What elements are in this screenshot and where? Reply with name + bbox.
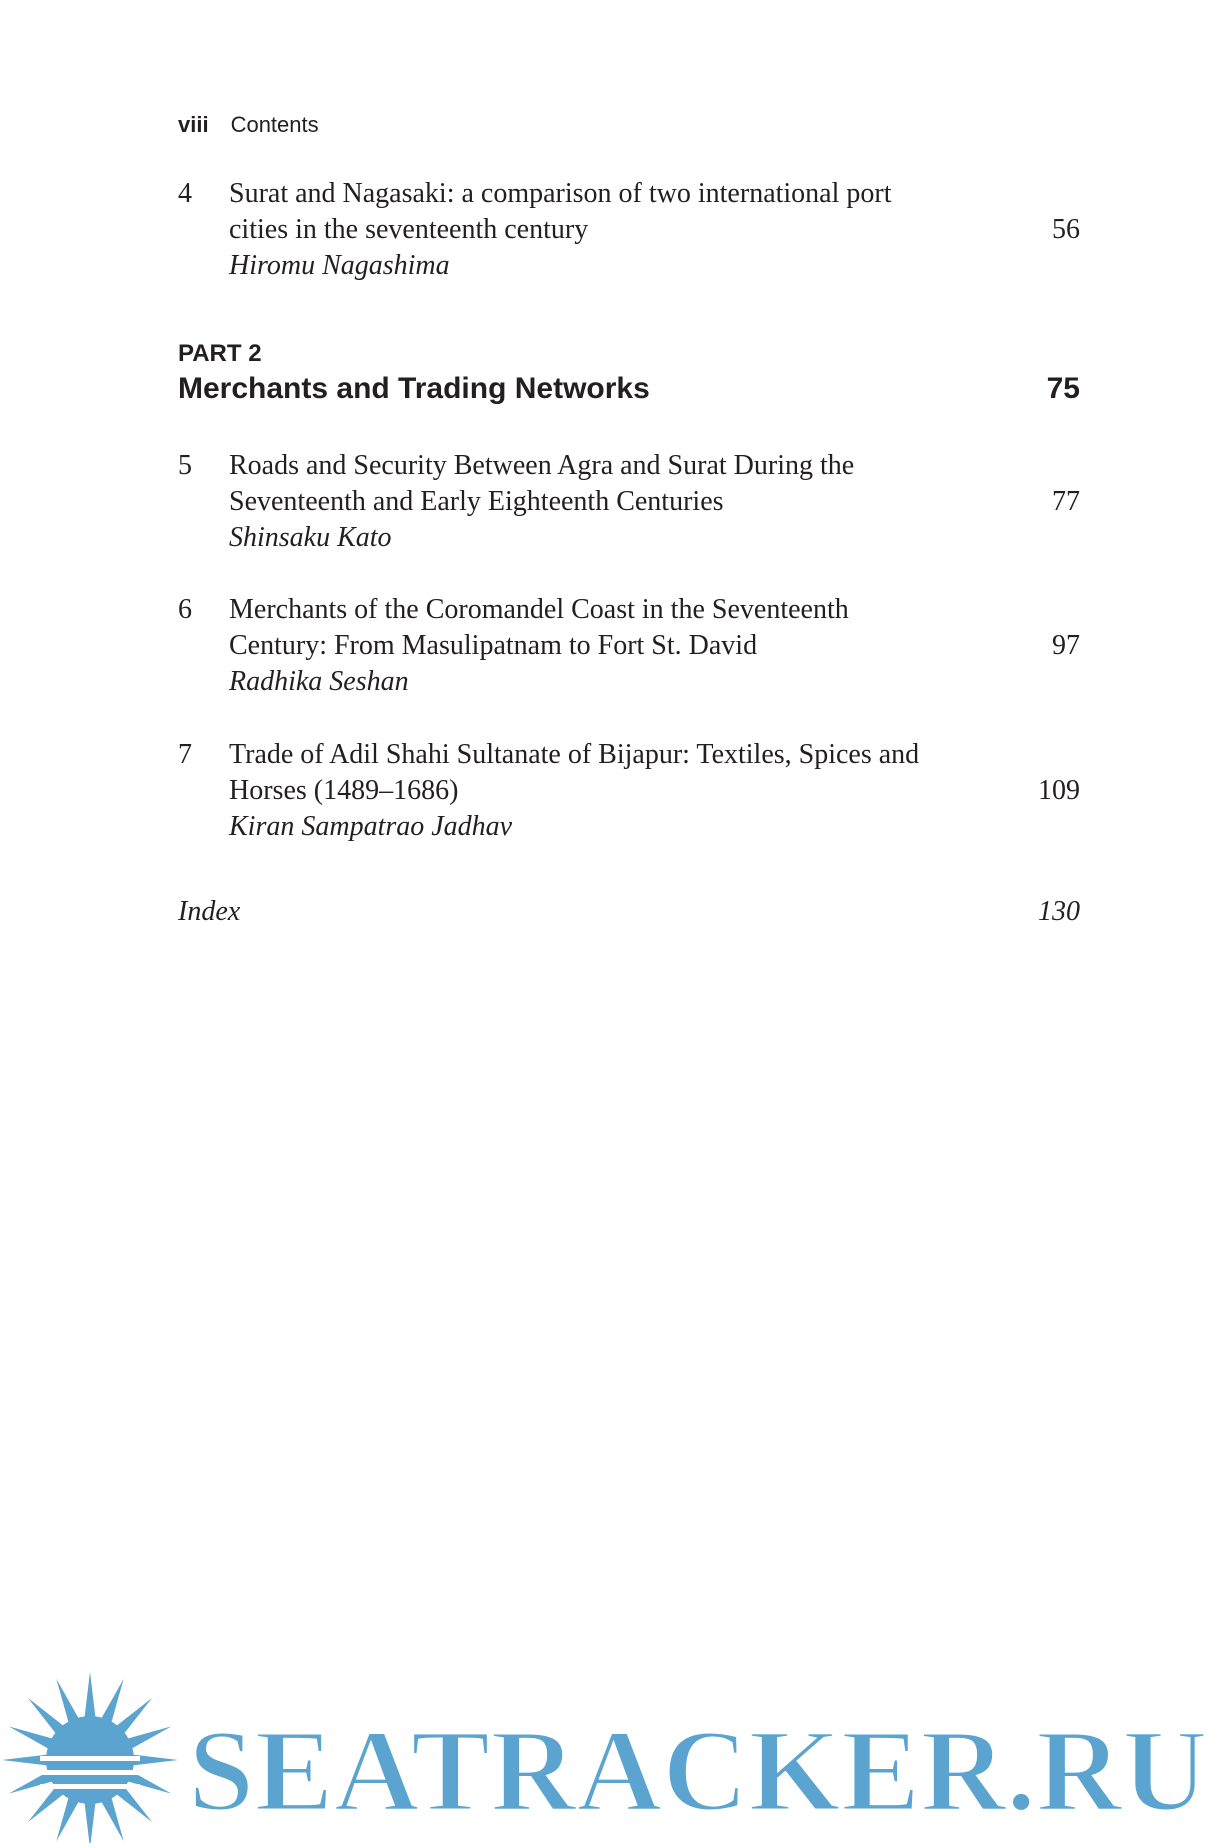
sun-icon — [2, 1672, 178, 1843]
chapter-page-number: 56 — [1052, 214, 1080, 245]
page-folio: viii — [178, 112, 209, 137]
chapter-title: Roads and Security Between Agra and Surat During the Seventeenth and Early Eighteenth Centuries — [229, 450, 855, 517]
part-title[interactable]: Merchants and Trading Networks — [178, 372, 650, 405]
watermark — [0, 1660, 1229, 1843]
chapter-author: Kiran Sampatrao Jadhav — [229, 811, 513, 842]
toc-entry-chapter-6[interactable] — [178, 592, 1080, 702]
part-label: PART 2 — [178, 340, 262, 367]
index-page-number: 130 — [1038, 896, 1080, 927]
chapter-author: Shinsaku Kato — [229, 522, 392, 553]
toc-entry-chapter-7[interactable] — [178, 737, 1080, 847]
chapter-page-number: 97 — [1052, 630, 1080, 661]
index-label: Index — [178, 896, 241, 927]
chapter-number: 4 — [178, 178, 192, 209]
running-head-title: Contents — [230, 112, 319, 137]
chapter-number: 5 — [178, 450, 192, 481]
chapter-title: Trade of Adil Shahi Sultanate of Bijapur: Textiles, Spices and Horses (1489–1686) — [229, 739, 920, 806]
running-head — [178, 112, 319, 138]
chapter-number: 6 — [178, 594, 192, 625]
toc-entry-chapter-5[interactable] — [178, 448, 1080, 558]
chapter-number: 7 — [178, 739, 192, 770]
chapter-title: Surat and Nagasaki: a comparison of two international port cities in the seventeenth century — [229, 178, 892, 245]
watermark-text: SEATRACKER.RU — [188, 1705, 1208, 1836]
chapter-page-number: 109 — [1038, 775, 1080, 806]
chapter-title: Merchants of the Coromandel Coast in the Seventeenth Century: From Masulipatnam to Fort St. David — [229, 594, 849, 661]
toc-entry-chapter-4[interactable] — [178, 176, 1080, 286]
chapter-author: Hiromu Nagashima — [229, 250, 450, 281]
toc-entry-index[interactable] — [178, 896, 1080, 928]
chapter-author: Radhika Seshan — [229, 666, 409, 697]
part-page-number: 75 — [1046, 372, 1080, 405]
watermark-graphic — [0, 1660, 1229, 1843]
chapter-page-number: 77 — [1052, 486, 1080, 517]
